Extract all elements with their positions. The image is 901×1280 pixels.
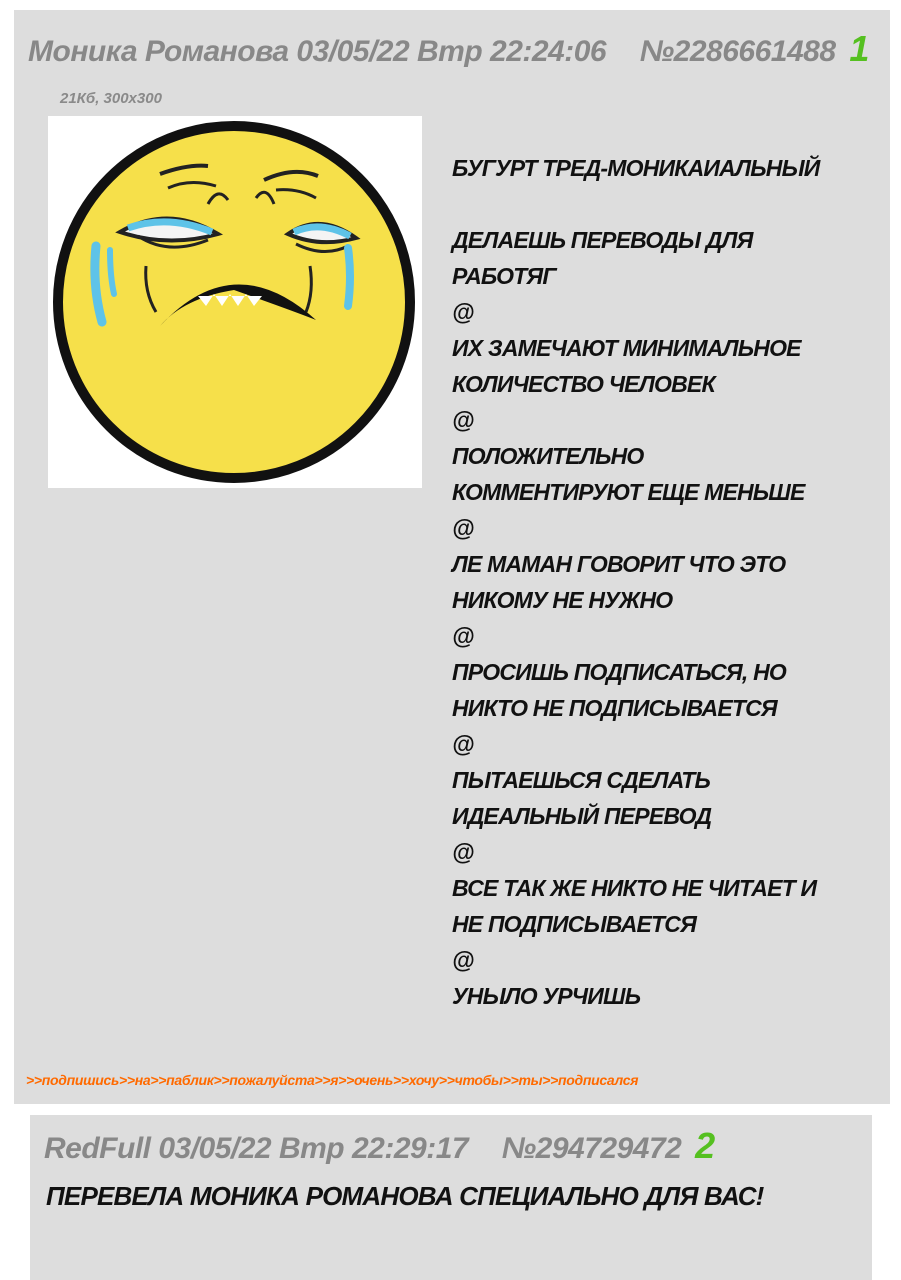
file-info[interactable]: 21Кб, 300x300 <box>60 90 162 107</box>
post-body-line: ПЫТАЕШЬСЯ СДЕЛАТЬ <box>452 767 711 793</box>
post-position-number: 2 <box>695 1125 715 1166</box>
post-body-line: НИКОМУ НЕ НУЖНО <box>452 587 673 613</box>
post-body-line: ВСЕ ТАК ЖЕ НИКТО НЕ ЧИТАЕТ И <box>452 875 817 901</box>
post-body <box>452 150 872 1014</box>
post-body-line: ИХ ЗАМЕЧАЮТ МИНИМАЛЬНОЕ <box>452 335 801 361</box>
post-time: 22:29:17 <box>351 1132 469 1165</box>
post-body-line: @ <box>452 839 474 865</box>
post-body-line: @ <box>452 515 474 541</box>
post-body-line: @ <box>452 731 474 757</box>
post-body: ПЕРЕВЕЛА МОНИКА РОМАНОВА СПЕЦИАЛЬНО ДЛЯ ВАС! <box>46 1181 764 1211</box>
post-body-line: УНЫЛО УРЧИШЬ <box>452 983 641 1009</box>
post-1 <box>14 10 890 1104</box>
post-id-link[interactable]: №2286661488 <box>639 35 836 68</box>
post-body-line: @ <box>452 407 474 433</box>
post-body-line: РАБОТЯГ <box>452 263 556 289</box>
post-image[interactable] <box>48 116 422 488</box>
post-body-line: БУГУРТ ТРЕД-МОНИКАИАЛЬНЫЙ <box>452 155 820 181</box>
post-weekday: Втр <box>278 1132 345 1165</box>
post-body-line: ПРОСИШЬ ПОДПИСАТЬСЯ, НО <box>452 659 786 685</box>
post-position-number: 1 <box>849 28 869 69</box>
post-date: 03/05/22 <box>158 1132 272 1165</box>
post-body-line: КОЛИЧЕСТВО ЧЕЛОВЕК <box>452 371 715 397</box>
post-date: 03/05/22 <box>296 35 410 68</box>
post-weekday: Втр <box>417 35 483 68</box>
crying-face-icon <box>48 116 422 488</box>
post-body-line: НИКТО НЕ ПОДПИСЫВАЕТСЯ <box>452 695 777 721</box>
post-body-line: @ <box>452 299 474 325</box>
post-body-line <box>452 186 872 222</box>
post-body-line: ПОЛОЖИТЕЛЬНО <box>452 443 644 469</box>
post-id-link[interactable]: №294729472 <box>501 1132 682 1165</box>
post-body-line: НЕ ПОДПИСЫВАЕТСЯ <box>452 911 697 937</box>
post-body-line: @ <box>452 623 474 649</box>
post-2 <box>30 1115 872 1280</box>
post-body-line: ИДЕАЛЬНЫЙ ПЕРЕВОД <box>452 803 712 829</box>
tag-links[interactable]: >>подпишись>>на>>паблик>>пожалуйста>>я>>очень>>хочу>>чтобы>>ты>>подписался <box>26 1072 639 1088</box>
post-author[interactable]: Моника Романова <box>28 35 289 68</box>
post-body-line: КОММЕНТИРУЮТ ЕЩЕ МЕНЬШЕ <box>452 479 805 505</box>
post-header <box>44 1125 715 1167</box>
post-body-line: ЛЕ МАМАН ГОВОРИТ ЧТО ЭТО <box>452 551 786 577</box>
post-body-line: ДЕЛАЕШЬ ПЕРЕВОДЫ ДЛЯ <box>452 227 753 253</box>
post-header <box>28 28 869 70</box>
post-time: 22:24:06 <box>490 35 607 68</box>
post-author[interactable]: RedFull <box>44 1132 151 1165</box>
post-body-line: @ <box>452 947 474 973</box>
